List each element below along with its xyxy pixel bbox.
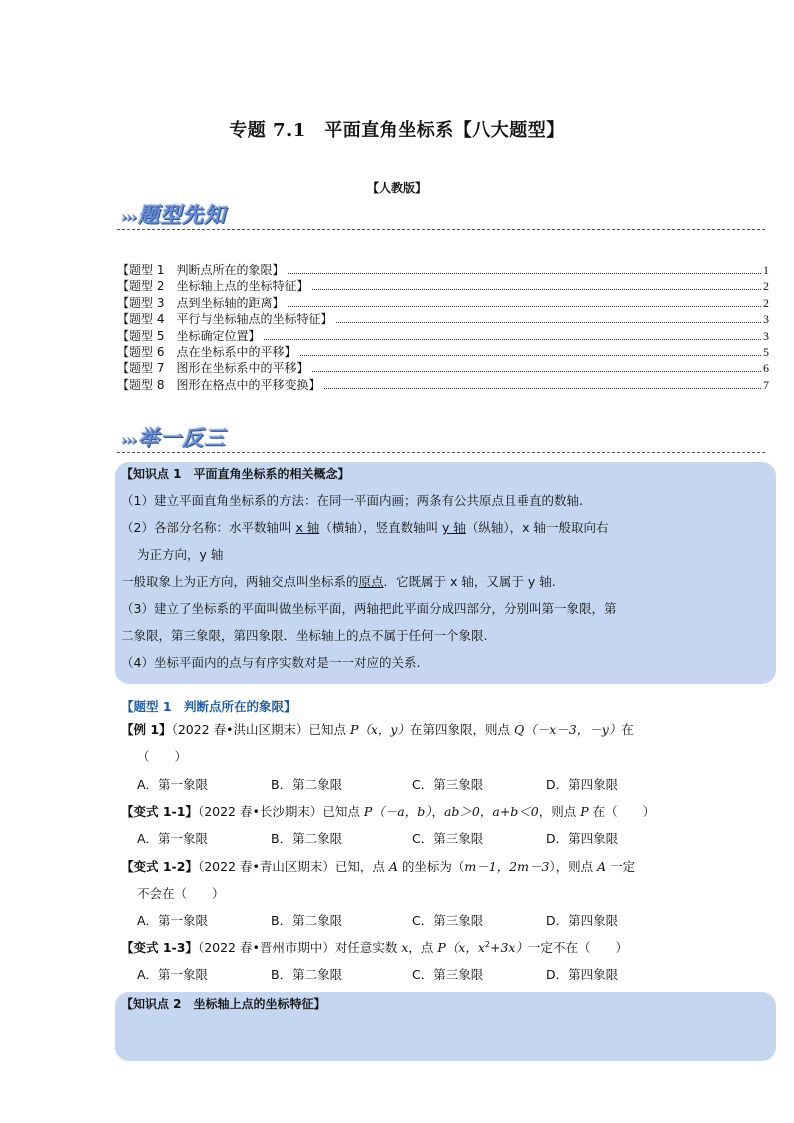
toc-leader (324, 387, 761, 389)
variant-question (121, 938, 628, 956)
question-type-title: 【题型 1 判断点所在的象限】 (121, 699, 297, 714)
toc-entry[interactable] (117, 376, 769, 392)
math: +3x） (489, 940, 528, 955)
option-d[interactable]: D．第四象限 (546, 913, 619, 928)
section-heading-text: 举一反三 (138, 425, 226, 450)
toc-entry-label: 【题型 1 判断点所在的象限】 (117, 263, 285, 277)
option-b[interactable]: B．第二象限 (271, 913, 343, 928)
knowledge-title: 【知识点 2 坐标轴上点的坐标特征】 (121, 997, 326, 1011)
math: x (401, 940, 409, 955)
option-d[interactable]: D．第四象限 (546, 967, 619, 982)
knowledge-line (121, 518, 609, 536)
toc-leader (312, 370, 761, 372)
knowledge-title: 【知识点 1 平面直角坐标系的相关概念】 (121, 467, 350, 481)
math: P (580, 804, 589, 819)
text: （横轴），竖直数轴叫 (319, 520, 443, 535)
example-question (121, 720, 634, 738)
math: A (388, 859, 398, 874)
text: ，点 (408, 940, 438, 955)
math: ab＞0，a+b＜0 (443, 804, 539, 819)
math: P（x，x (437, 940, 485, 955)
knowledge-line: （1）建立平面直角坐标系的方法：在同一平面内画；两条有公共原点且垂直的数轴. (121, 493, 583, 508)
question-tag: 【变式 1-2】 (121, 859, 198, 874)
option-d[interactable]: D．第四象限 (546, 777, 619, 792)
knowledge-line: （3）建立了坐标系的平面叫做坐标平面，两轴把此平面分成四部分，分别叫第一象限，第 (121, 601, 617, 616)
option-b[interactable]: B．第二象限 (271, 777, 343, 792)
variant-question (121, 802, 655, 820)
toc-entry-label: 【题型 4 平行与坐标轴点的坐标特征】 (117, 312, 333, 327)
text: 在 (621, 722, 634, 737)
question-tag: 【例 1】 (121, 722, 172, 737)
toc-entry-label: 【题型 5 坐标确定位置】 (117, 328, 261, 343)
option-a[interactable]: A．第一象限 (137, 831, 209, 846)
superscript: 2 (484, 939, 490, 949)
toc-entry[interactable] (117, 327, 769, 343)
toc-entry-page: 1 (763, 263, 769, 277)
table-of-contents (117, 261, 769, 392)
toc-leader (312, 288, 761, 290)
toc-entry-label: 【题型 2 坐标轴上点的坐标特征】 (117, 279, 309, 294)
option-c[interactable]: C．第三象限 (412, 967, 484, 982)
text: （2）各部分名称：水平数轴叫 (121, 520, 296, 535)
text: （2022 春•晋州市期中）对任意实数 (197, 940, 402, 955)
toc-leader (288, 272, 761, 274)
toc-entry[interactable] (117, 343, 769, 359)
toc-entry-label: 【题型 3 点到坐标轴的距离】 (117, 295, 285, 310)
text: （2022 春•长沙期末）已知点 (197, 804, 364, 819)
toc-entry-page: 7 (763, 377, 769, 392)
text: （纵轴），x 轴一般取向右 (465, 520, 609, 535)
question-tag: 【变式 1-1】 (121, 804, 198, 819)
toc-entry-label: 【题型 7 图形在坐标系中的平移】 (117, 361, 309, 376)
question-tag: 【变式 1-3】 (121, 940, 198, 955)
text: （2022 春•洪山区期末）已知点 (171, 722, 350, 737)
text: ），则点 (549, 859, 598, 874)
toc-leader (300, 354, 761, 356)
toc-entry-page: 2 (763, 279, 769, 294)
arrows-icon: ››› (121, 208, 136, 226)
text: ，则点 (538, 804, 581, 819)
toc-entry-page: 5 (763, 344, 769, 359)
math: P（－a，b） (363, 804, 432, 819)
edition-label: 【人教版】 (366, 181, 427, 195)
knowledge-line: 二象限，第三象限，第四象限．坐标轴上的点不属于任何一个象限. (121, 628, 488, 643)
toc-leader (288, 305, 761, 307)
option-b[interactable]: B．第二象限 (271, 831, 343, 846)
toc-leader (336, 321, 761, 323)
answer-blank: （ ） (137, 749, 188, 764)
option-c[interactable]: C．第三象限 (412, 777, 484, 792)
text: 一般取象上为正方向，两轴交点叫坐标系的 (121, 574, 359, 589)
text: 一定不在（ ） (527, 940, 628, 955)
text: 在（ ） (588, 804, 656, 819)
text: 的坐标为（ (397, 859, 465, 874)
arrows-icon: ››› (121, 431, 136, 449)
math: Q（－x－3，－y） (513, 722, 622, 737)
answer-blank: 不会在（ ） (137, 886, 225, 901)
toc-entry-page: 6 (763, 361, 769, 376)
toc-entry-page: 3 (763, 312, 769, 327)
option-b[interactable]: B．第二象限 (271, 967, 343, 982)
toc-entry[interactable] (117, 277, 769, 293)
math: A (597, 859, 607, 874)
text: 一定 (606, 859, 636, 874)
knowledge-line: 为正方向，y 轴 (137, 547, 224, 562)
knowledge-line (121, 572, 556, 590)
text: 在第四象限，则点 (409, 722, 514, 737)
option-a[interactable]: A．第一象限 (137, 913, 209, 928)
option-a[interactable]: A．第一象限 (137, 777, 209, 792)
math: P（x，y） (349, 722, 410, 737)
toc-entry-label: 【题型 8 图形在格点中的平移变换】 (117, 377, 321, 392)
section-heading-preview (121, 199, 226, 229)
section-divider (117, 229, 765, 230)
option-c[interactable]: C．第三象限 (412, 913, 484, 928)
term-origin: 原点 (358, 574, 384, 589)
section-divider (117, 452, 765, 453)
toc-entry-page: 3 (763, 328, 769, 343)
toc-entry[interactable] (117, 294, 769, 310)
text: ， (431, 804, 444, 819)
section-heading-text: 题型先知 (138, 202, 226, 227)
variant-question (121, 857, 635, 875)
page-title: 专题 7.1 平面直角坐标系【八大题型】 (229, 120, 565, 141)
option-c[interactable]: C．第三象限 (412, 831, 484, 846)
term-x-axis: x 轴 (295, 520, 320, 535)
math: m－1，2m－3 (464, 859, 550, 874)
toc-entry[interactable] (117, 310, 769, 326)
toc-entry[interactable] (117, 261, 769, 277)
section-heading-practice (121, 422, 226, 452)
knowledge-line: （4）坐标平面内的点与有序实数对是一一对应的关系. (121, 655, 421, 670)
toc-entry-label: 【题型 6 点在坐标系中的平移】 (117, 344, 297, 359)
toc-leader (264, 338, 761, 340)
term-y-axis: y 轴 (442, 520, 466, 535)
text: （2022 春•青山区期末）已知，点 (197, 859, 389, 874)
text: ．它既属于 x 轴，又属于 y 轴. (383, 574, 556, 589)
option-d[interactable]: D．第四象限 (546, 831, 619, 846)
toc-entry-page: 2 (763, 295, 769, 310)
option-a[interactable]: A．第一象限 (137, 967, 209, 982)
toc-entry[interactable] (117, 359, 769, 375)
